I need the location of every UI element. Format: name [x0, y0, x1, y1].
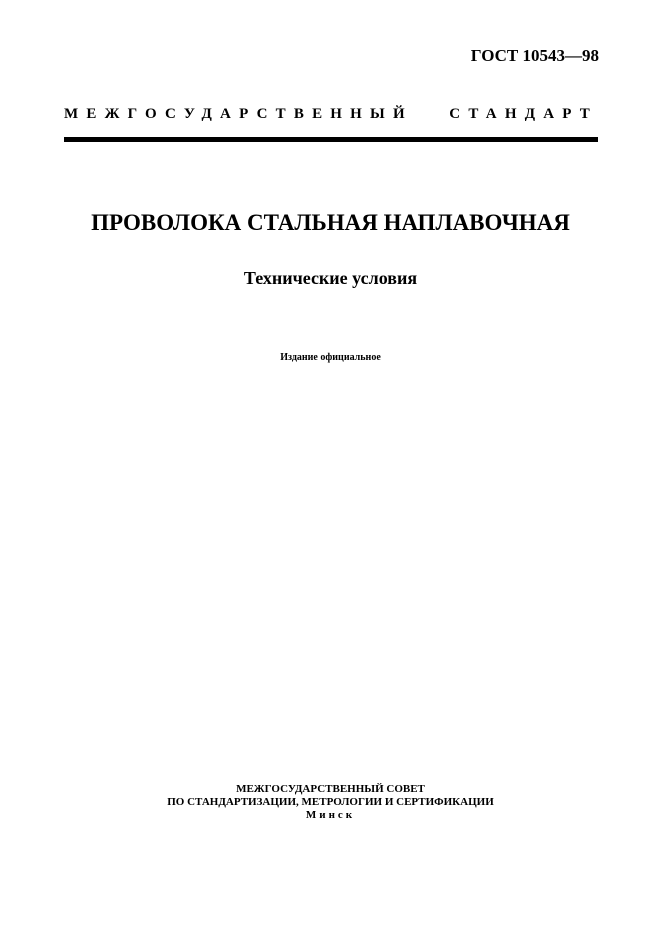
document-subtitle: Технические условия [243, 268, 418, 288]
edition-note: Издание официальное [280, 352, 381, 363]
header-divider [64, 137, 598, 142]
publisher-city: Минск [305, 809, 356, 821]
document-title: ПРОВОЛОКА СТАЛЬНАЯ НАПЛАВОЧНАЯ [91, 210, 570, 235]
standard-designation: ГОСТ 10543—98 [470, 46, 599, 65]
publisher-line-1: МЕЖГОСУДАРСТВЕННЫЙ СОВЕТ [236, 783, 425, 795]
publisher-block [0, 783, 661, 822]
publisher-line-2: ПО СТАНДАРТИЗАЦИИ, МЕТРОЛОГИИ И СЕРТИФИКАЦИИ [167, 796, 494, 808]
standard-type-heading: МЕЖГОСУДАРСТВЕННЫЙ СТАНДАРТ [64, 106, 598, 122]
